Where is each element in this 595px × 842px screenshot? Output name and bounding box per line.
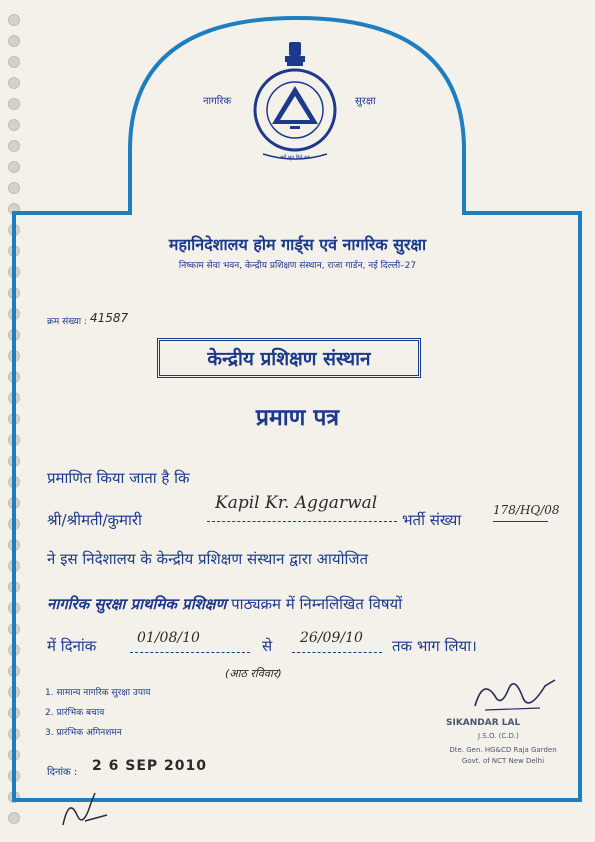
header-left-label: नागरिक — [203, 96, 232, 107]
dates-prefix: में दिनांक — [47, 637, 97, 655]
course-line-rest: पाठ्यक्रम में निम्नलिखित विषयों — [226, 595, 403, 613]
signature-icon — [465, 668, 565, 718]
subject-item: 1. सामान्य नागरिक सुरक्षा उपाय — [45, 688, 151, 698]
signatory-designation: J.S.O. (C.D.) — [478, 732, 519, 740]
issue-date-label: दिनांक : — [47, 767, 78, 778]
subjects-list — [45, 683, 151, 743]
from-date-underline — [130, 652, 250, 653]
serial-number-label: क्रम संख्या : — [47, 317, 87, 327]
header-right-label: सुरक्षा — [355, 96, 376, 107]
certificate-title: प्रमाण पत्र — [255, 405, 340, 431]
body-line-3: ने इस निदेशालय के केन्द्रीय प्रशिक्षण संस्थान द्वारा आयोजित — [47, 550, 369, 568]
salutation-label: श्री/श्रीमती/कुमारी — [47, 511, 142, 529]
body-line-4 — [47, 594, 402, 614]
to-date: 26/09/10 — [300, 630, 363, 646]
certified-text: प्रमाणित किया जाता है कि — [47, 469, 190, 487]
recruitment-label: भर्ती संख्या — [402, 511, 462, 529]
signatory-name: SIKANDAR LAL — [446, 718, 521, 728]
subject-item: 2. प्रारंभिक बचाव — [45, 708, 105, 718]
name-underline — [207, 521, 397, 522]
dates-line — [47, 636, 96, 656]
course-name: नागरिक सुरक्षा प्राथमिक प्रशिक्षण — [47, 595, 227, 613]
signatory-office — [433, 745, 573, 767]
organization-address: निष्काम सेवा भवन, केन्द्रीय प्रशिक्षण संस्थान, राजा गार्डन, नई दिल्ली–27 — [178, 261, 417, 271]
name-line — [47, 510, 142, 530]
initials-signature-icon — [55, 785, 115, 835]
recruitment-number: 178/HQ/08 — [493, 503, 560, 517]
civil-defence-emblem-icon — [245, 36, 345, 166]
institute-heading: केन्द्रीय प्रशिक्षण संस्थान — [157, 338, 421, 378]
dates-middle: से — [262, 637, 273, 655]
serial-number-value: 41587 — [90, 311, 129, 325]
to-date-underline — [292, 652, 382, 653]
subject-item: 3. प्रारंभिक अगिनशमन — [45, 728, 122, 738]
signatory-office-line-1: Dte. Gen. HG&CD Raja Garden — [449, 746, 557, 754]
recipient-name: Kapil Kr. Aggarwal — [215, 493, 378, 513]
signatory-office-line-2: Govt. of NCT New Delhi — [461, 757, 545, 765]
dates-suffix: तक भाग लिया। — [392, 637, 477, 655]
duration-note: (आठ रविवार) — [225, 667, 282, 680]
issue-date-stamp: 2 6 SEP 2010 — [92, 758, 207, 774]
organization-title: महानिदेशालय होम गार्ड्स एवं नागरिक सुरक्षा — [168, 235, 427, 254]
motto-text: सर्वे भूत हिते रतः — [280, 155, 310, 161]
from-date: 01/08/10 — [137, 630, 200, 646]
